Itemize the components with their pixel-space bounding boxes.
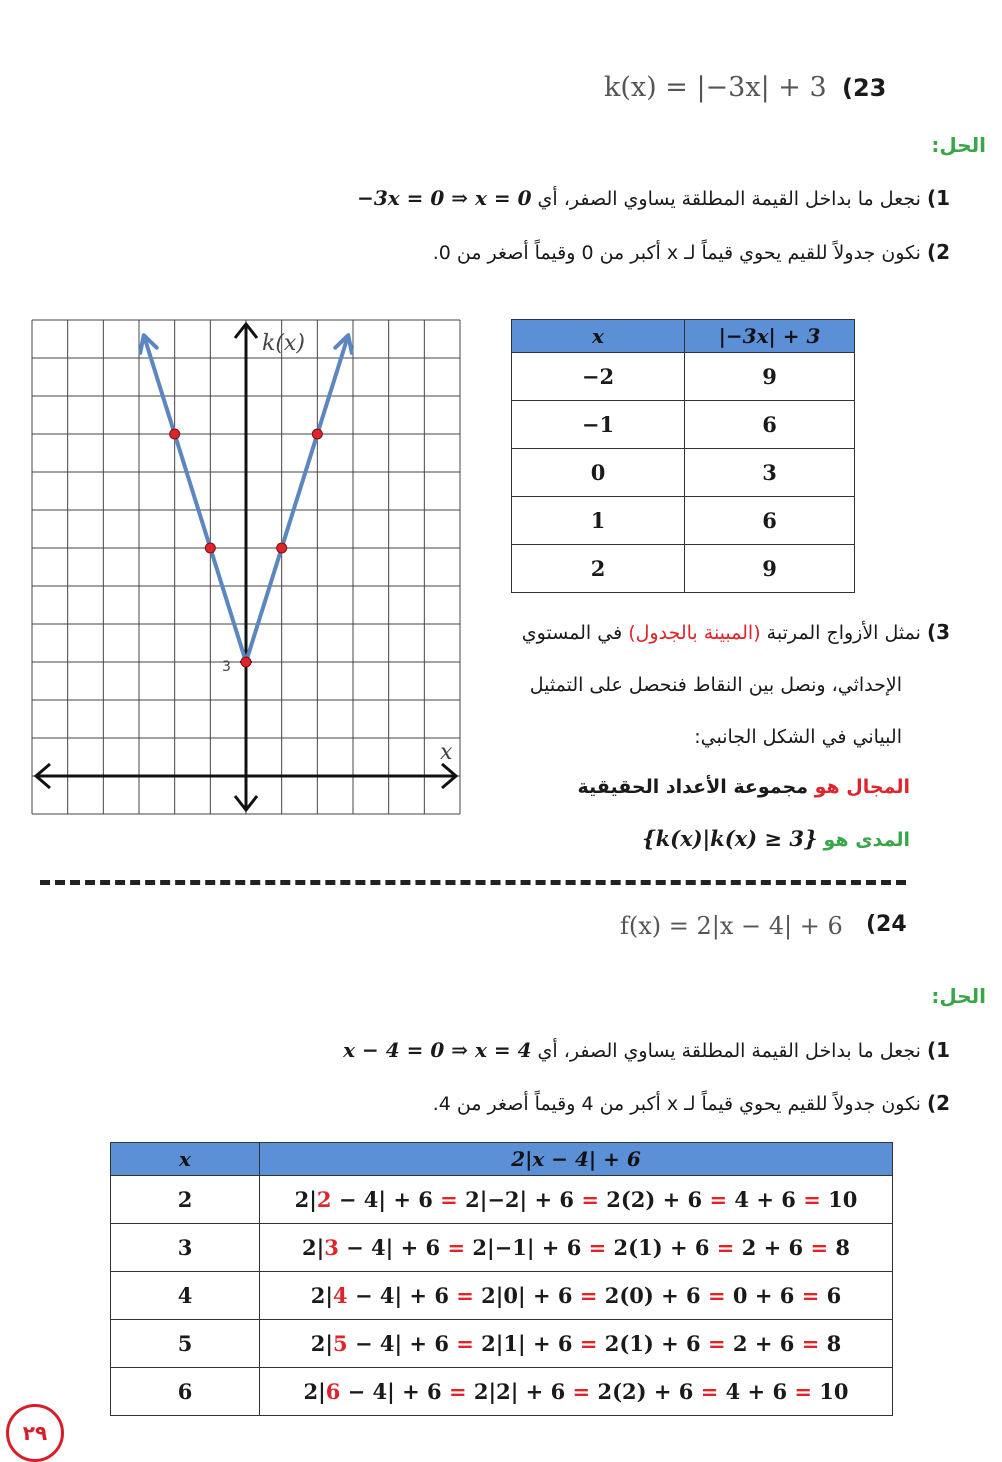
y-axis-label: k(x) [262,331,305,356]
problem-23-equation: k(x) = |−3x| + 3 [604,72,827,103]
substituted-value: 5 [333,1331,348,1356]
table-row [512,545,855,593]
expr-part: 2(1) + 6 [606,1235,717,1260]
equals-sign: = [794,1379,812,1404]
step-text: نجعل ما بداخل القيمة المطلقة يساوي الصفر، أي [537,1040,921,1062]
graph-axes [36,324,456,810]
expr-part: 2|0| + 6 [473,1283,580,1308]
table-header-fx: 2|x − 4| + 6 [260,1143,893,1176]
problem-24-number: (24 [866,912,907,937]
domain-label: المجال هو [814,776,910,798]
solution-label-23: الحل: [931,133,986,157]
cell-value: 6 [685,401,855,449]
cell-computation [260,1368,893,1416]
cell-x: 6 [111,1368,260,1416]
expr-part: 4 + 6 [727,1187,804,1212]
expr-part: − 4| + 6 [340,1379,449,1404]
step-text: نمثل الأزواج المرتبة [766,622,921,644]
cell-value: 9 [685,353,855,401]
step-1-24 [343,1038,950,1062]
equals-sign: = [810,1235,829,1260]
equals-sign: = [700,1379,719,1404]
expr-part: 2 + 6 [725,1331,802,1356]
section-divider [40,880,906,885]
equals-sign: = [801,1283,820,1308]
problem-23-number: (23 [842,74,887,102]
cell-value: 9 [685,545,855,593]
expr-part: 2| [301,1235,325,1260]
equals-sign: = [456,1283,474,1308]
table-row [512,497,855,545]
step-number: 2) [926,1091,950,1115]
solution-label-24: الحل: [931,984,986,1008]
absolute-value-graph [30,318,464,818]
equals-sign: = [708,1283,726,1308]
step-2-24 [433,1091,950,1115]
expr-part: 2(2) + 6 [598,1187,710,1212]
step-text: في المستوي [521,622,623,644]
equals-sign: = [456,1331,474,1356]
cell-x: 1 [512,497,685,545]
table-row [512,401,855,449]
equals-sign: = [447,1235,466,1260]
equals-sign: = [801,1331,820,1356]
cell-x: 2 [111,1176,260,1224]
expr-part: 10 [812,1379,849,1404]
expr-part: 2|2| + 6 [466,1379,573,1404]
expr-part: 6 [819,1283,842,1308]
cell-value: 3 [685,449,855,497]
table-header-x: x [512,320,685,353]
step-1-23 [357,186,950,210]
table-row [111,1176,893,1224]
equals-sign: = [588,1235,607,1260]
step-text: نجعل ما بداخل القيمة المطلقة يساوي الصفر، أي [537,188,921,210]
expr-part: 8 [819,1331,842,1356]
data-point [205,543,215,553]
range-statement [642,826,910,851]
cell-computation [260,1176,893,1224]
step-3-23 [522,620,950,644]
problem-24-header [618,910,908,950]
substituted-value: 4 [333,1283,348,1308]
expr-part: 2(1) + 6 [597,1331,708,1356]
expr-part: 2|−1| + 6 [465,1235,589,1260]
equals-sign: = [448,1379,467,1404]
equals-sign: = [708,1331,726,1356]
expr-part: − 4| + 6 [338,1235,448,1260]
expr-part: − 4| + 6 [331,1187,441,1212]
expr-part: 2|−2| + 6 [457,1187,582,1212]
expr-part: 2| [310,1331,334,1356]
substituted-value: 2 [316,1187,332,1212]
substituted-value: 6 [325,1379,341,1404]
cell-x: −1 [512,401,685,449]
problem-23-header [600,70,910,110]
expr-part: 8 [828,1235,851,1260]
values-table-24 [110,1142,893,1416]
expr-part: 0 + 6 [725,1283,802,1308]
values-table-23 [511,319,855,593]
step-number: 1) [926,1038,950,1062]
step-math: −3x = 0 ⇒ x = 0 [357,186,532,210]
table-row [512,353,855,401]
range-label: المدى هو [823,829,910,851]
step-number: 2) [926,240,950,264]
data-point [170,429,180,439]
expr-part: 10 [820,1187,858,1212]
expr-part: 2| [310,1283,334,1308]
equals-sign: = [440,1187,458,1212]
domain-value: مجموعة الأعداد الحقيقية [577,776,808,798]
step-number: 1) [926,186,950,210]
equals-sign: = [581,1187,599,1212]
cell-computation [260,1272,893,1320]
equals-sign: = [572,1379,591,1404]
cell-x: 4 [111,1272,260,1320]
expr-part: 2| [294,1187,317,1212]
x-axis-label: x [440,740,453,765]
expr-part: 2| [303,1379,326,1404]
step-text-highlight: (المبينة بالجدول) [628,622,761,644]
table-row [111,1320,893,1368]
expr-part: 2|1| + 6 [473,1331,580,1356]
table-header-kx: |−3x| + 3 [685,320,855,353]
cell-computation [260,1320,893,1368]
cell-x: 0 [512,449,685,497]
data-point [312,429,322,439]
equals-sign: = [579,1331,598,1356]
expr-part: 4 + 6 [718,1379,795,1404]
equals-sign: = [709,1187,728,1212]
table-row [111,1368,893,1416]
table-row [512,449,855,497]
equals-sign: = [803,1187,821,1212]
data-point [241,657,251,667]
expr-part: 2(2) + 6 [590,1379,701,1404]
expr-part: 2(0) + 6 [597,1283,708,1308]
data-point [277,543,287,553]
cell-value: 6 [685,497,855,545]
step-text: نكون جدولاً للقيم يحوي قيماً لـ x أكبر من 0 وقيماً أصغر من 0. [432,242,921,264]
equals-sign: = [716,1235,735,1260]
step-number: 3) [926,620,950,644]
page-number: ٢٩ [6,1404,64,1462]
step-3-line-2: الإحداثي، ونصل بين النقاط فنحصل على التمثيل [529,674,902,696]
cell-x: −2 [512,353,685,401]
expr-part: 2 + 6 [734,1235,811,1260]
step-text: نكون جدولاً للقيم يحوي قيماً لـ x أكبر من 4 وقيماً أصغر من 4. [432,1093,921,1115]
table-row [111,1272,893,1320]
equals-sign: = [579,1283,598,1308]
tick-label-3: 3 [222,659,231,675]
table-row [111,1224,893,1272]
table-header-x: x [111,1143,260,1176]
cell-x: 3 [111,1224,260,1272]
step-2-23 [433,240,950,264]
cell-x: 2 [512,545,685,593]
problem-24-equation: f(x) = 2|x − 4| + 6 [620,912,843,940]
substituted-value: 3 [324,1235,339,1260]
domain-statement [578,776,910,798]
cell-x: 5 [111,1320,260,1368]
expr-part: − 4| + 6 [347,1283,457,1308]
expr-part: − 4| + 6 [347,1331,457,1356]
cell-computation [260,1224,893,1272]
range-value: {k(x)|k(x) ≥ 3} [642,826,818,851]
step-3-line-3: البياني في الشكل الجانبي: [694,726,902,748]
step-math: x − 4 = 0 ⇒ x = 4 [343,1038,532,1062]
